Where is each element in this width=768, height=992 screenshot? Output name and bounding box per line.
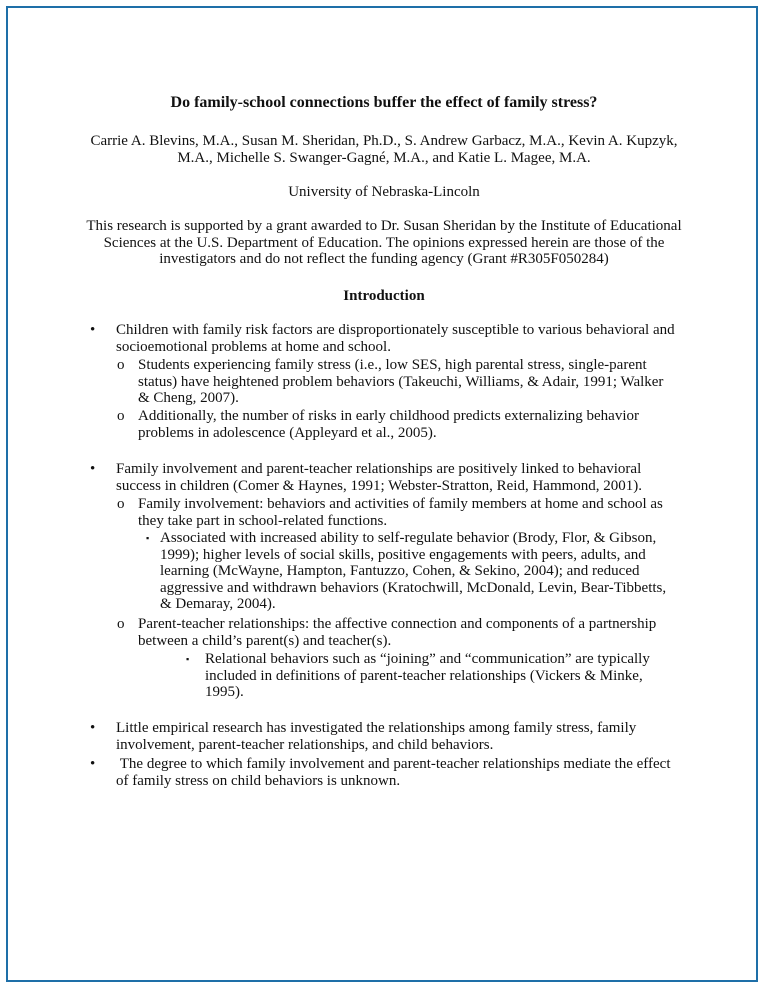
sub-sub-bullet-marker: ▪ [186, 654, 190, 664]
authors: Carrie A. Blevins, M.A., Susan M. Sheridan, Ph.D., S. Andrew Garbacz, M.A., Kevin A. Kupzyk, M.A., Michelle S. Swanger-Gagné, M.A., and Katie L. Magee, M.A. [90, 133, 678, 166]
sub-bullet-item: Students experiencing family stress (i.e., low SES, high parental stress, single-parent status) have heightened problem behaviors (Takeuchi, Williams, & Adair, 1991; Walker & Cheng, 2007). [138, 357, 664, 406]
sub-sub-bullet-marker: ▪ [146, 533, 150, 543]
bullet-item: Children with family risk factors are disproportionately susceptible to various behavioral and socioemotional problems at home and school. [116, 322, 675, 355]
bullet-item: Little empirical research has investigated the relationships among family stress, family involvement, parent-teacher relationships, and child behaviors. [116, 720, 637, 753]
sub-bullet-marker: o [117, 616, 125, 632]
bullet-item: The degree to which family involvement and parent-teacher relationships mediate the effect of family stress on child behaviors is unknown. [116, 756, 675, 789]
bullet-marker: • [90, 322, 96, 338]
sub-bullet-marker: o [117, 496, 125, 512]
sub-bullet-item: Parent-teacher relationships: the affective connection and components of a partnership between a child’s parent(s) and teacher(s). [138, 616, 657, 649]
sub-bullet-marker: o [117, 408, 125, 424]
sub-sub-bullet-item: Relational behaviors such as “joining” and “communication” are typically included in definitions of parent-teacher relationships (Vickers & Minke, 1995). [205, 651, 650, 700]
affiliation: University of Nebraska-Lincoln [288, 184, 480, 200]
bullet-marker: • [90, 461, 96, 477]
document-title: Do family-school connections buffer the effect of family stress? [170, 94, 598, 111]
bullet-item: Family involvement and parent-teacher relationships are positively linked to behavioral success in children (Comer & Haynes, 1991; Webster-Stratton, Reid, Hammond, 2001). [116, 461, 643, 494]
section-heading: Introduction [343, 288, 425, 304]
bullet-marker: • [90, 720, 96, 736]
sub-sub-bullet-item: Associated with increased ability to self-regulate behavior (Brody, Flor, & Gibson, 1999); higher levels of social skills, positive engagements with peers, adults, and learning (McWayne, Hampton, Fantuzzo, Cohen, & Sekino, 2004); and reduced aggressive and withdrawn behaviors (Kratochwill, McDonald, Levin, Bear-Tibbetts, & Demaray, 2004). [160, 530, 667, 612]
sub-bullet-item: Family involvement: behaviors and activities of family members at home and school as they take part in school-related functions. [138, 496, 663, 529]
funding-note: This research is supported by a grant awarded to Dr. Susan Sheridan by the Institute of Educational Sciences at the U.S. Department of Education. The opinions expressed herein are those of the investigators and do not reflect the funding agency (Grant #R305F050284) [86, 218, 682, 267]
bullet-marker: • [90, 756, 96, 772]
sub-bullet-marker: o [117, 357, 125, 373]
sub-bullet-item: Additionally, the number of risks in early childhood predicts externalizing behavior problems in adolescence (Appleyard et al., 2005). [138, 408, 639, 441]
